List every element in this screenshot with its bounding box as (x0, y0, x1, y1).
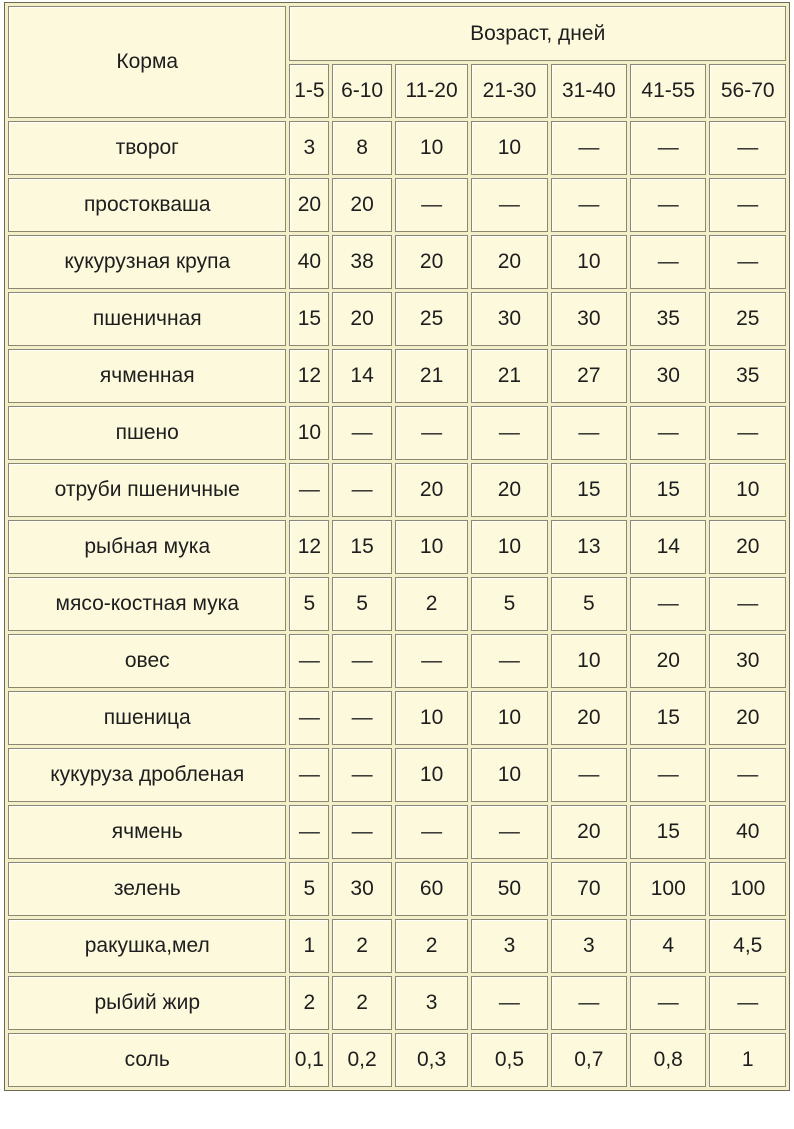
amount-cell: — (709, 976, 786, 1030)
amount-cell: — (289, 805, 329, 859)
table-row (8, 178, 786, 232)
feed-name-cell: рыбная мука (8, 520, 286, 574)
amount-cell: — (289, 748, 329, 802)
amount-cell: — (709, 121, 786, 175)
amount-cell: 100 (709, 862, 786, 916)
amount-cell: 10 (395, 691, 468, 745)
table-row (8, 1033, 786, 1087)
age-range-header: 1-5 (289, 64, 329, 118)
amount-cell: — (630, 406, 706, 460)
table-row (8, 805, 786, 859)
amount-cell: 30 (709, 634, 786, 688)
feed-name-cell: отруби пшеничные (8, 463, 286, 517)
amount-cell: 5 (551, 577, 627, 631)
amount-cell: — (709, 577, 786, 631)
amount-cell: 10 (471, 520, 547, 574)
amount-cell: 2 (332, 976, 392, 1030)
amount-cell: 10 (471, 691, 547, 745)
amount-cell: — (551, 121, 627, 175)
age-group-header: Возраст, дней (289, 6, 786, 61)
table-row (8, 121, 786, 175)
age-range-header: 6-10 (332, 64, 392, 118)
amount-cell: 3 (289, 121, 329, 175)
amount-cell: 10 (395, 520, 468, 574)
amount-cell: 10 (395, 748, 468, 802)
amount-cell: 2 (395, 919, 468, 973)
age-range-header: 31-40 (551, 64, 627, 118)
amount-cell: 5 (289, 862, 329, 916)
amount-cell: 20 (551, 805, 627, 859)
feed-name-cell: кукурузная крупа (8, 235, 286, 289)
amount-cell: 27 (551, 349, 627, 403)
amount-cell: 10 (551, 634, 627, 688)
feed-name-cell: зелень (8, 862, 286, 916)
amount-cell: 1 (289, 919, 329, 973)
amount-cell: 35 (709, 349, 786, 403)
age-range-header: 56-70 (709, 64, 786, 118)
amount-cell: 4,5 (709, 919, 786, 973)
amount-cell: 20 (630, 634, 706, 688)
amount-cell: 60 (395, 862, 468, 916)
feed-name-cell: пшеничная (8, 292, 286, 346)
amount-cell: 15 (551, 463, 627, 517)
table-row (8, 919, 786, 973)
amount-cell: — (332, 748, 392, 802)
amount-cell: 40 (289, 235, 329, 289)
table-row (8, 577, 786, 631)
amount-cell: 12 (289, 520, 329, 574)
amount-cell: 5 (471, 577, 547, 631)
amount-cell: 0,3 (395, 1033, 468, 1087)
table-row (8, 292, 786, 346)
feed-column-header: Корма (8, 6, 286, 118)
amount-cell: — (332, 805, 392, 859)
age-range-header: 21-30 (471, 64, 547, 118)
amount-cell: — (709, 748, 786, 802)
amount-cell: — (289, 463, 329, 517)
amount-cell: 3 (395, 976, 468, 1030)
table-row (8, 634, 786, 688)
amount-cell: 2 (289, 976, 329, 1030)
amount-cell: — (551, 976, 627, 1030)
amount-cell: 0,1 (289, 1033, 329, 1087)
amount-cell: — (395, 634, 468, 688)
amount-cell: — (332, 634, 392, 688)
amount-cell: 10 (395, 121, 468, 175)
amount-cell: 15 (630, 805, 706, 859)
amount-cell: — (551, 406, 627, 460)
amount-cell: 15 (630, 691, 706, 745)
feed-name-cell: ячменная (8, 349, 286, 403)
amount-cell: 20 (709, 691, 786, 745)
amount-cell: 10 (289, 406, 329, 460)
amount-cell: — (630, 748, 706, 802)
amount-cell: 20 (551, 691, 627, 745)
amount-cell: 21 (471, 349, 547, 403)
amount-cell: — (395, 178, 468, 232)
amount-cell: 20 (332, 292, 392, 346)
amount-cell: — (709, 406, 786, 460)
amount-cell: 20 (471, 235, 547, 289)
amount-cell: 14 (332, 349, 392, 403)
amount-cell: 38 (332, 235, 392, 289)
amount-cell: 2 (332, 919, 392, 973)
feed-name-cell: ракушка,мел (8, 919, 286, 973)
amount-cell: 13 (551, 520, 627, 574)
amount-cell: 20 (395, 463, 468, 517)
amount-cell: 3 (471, 919, 547, 973)
amount-cell: — (289, 634, 329, 688)
amount-cell: — (471, 178, 547, 232)
amount-cell: — (630, 976, 706, 1030)
amount-cell: — (471, 976, 547, 1030)
table-row (8, 976, 786, 1030)
feeding-table-container (4, 2, 790, 1091)
amount-cell: 15 (630, 463, 706, 517)
amount-cell: 10 (471, 121, 547, 175)
amount-cell: 25 (395, 292, 468, 346)
amount-cell: 50 (471, 862, 547, 916)
amount-cell: 30 (332, 862, 392, 916)
amount-cell: 30 (551, 292, 627, 346)
amount-cell: 0,8 (630, 1033, 706, 1087)
amount-cell: 12 (289, 349, 329, 403)
feed-name-cell: рыбий жир (8, 976, 286, 1030)
amount-cell: 0,7 (551, 1033, 627, 1087)
amount-cell: 4 (630, 919, 706, 973)
amount-cell: — (332, 406, 392, 460)
table-row (8, 520, 786, 574)
amount-cell: 70 (551, 862, 627, 916)
table-row (8, 349, 786, 403)
amount-cell: 25 (709, 292, 786, 346)
amount-cell: 2 (395, 577, 468, 631)
amount-cell: — (289, 691, 329, 745)
amount-cell: 14 (630, 520, 706, 574)
amount-cell: — (630, 235, 706, 289)
feed-name-cell: пшено (8, 406, 286, 460)
feeding-table (4, 2, 790, 1091)
amount-cell: 10 (551, 235, 627, 289)
amount-cell: — (630, 178, 706, 232)
feed-name-cell: кукуруза дробленая (8, 748, 286, 802)
amount-cell: 100 (630, 862, 706, 916)
amount-cell: 30 (630, 349, 706, 403)
amount-cell: — (332, 691, 392, 745)
amount-cell: 10 (471, 748, 547, 802)
amount-cell: 20 (395, 235, 468, 289)
amount-cell: 0,5 (471, 1033, 547, 1087)
amount-cell: 8 (332, 121, 392, 175)
amount-cell: 5 (289, 577, 329, 631)
amount-cell: 20 (332, 178, 392, 232)
amount-cell: 15 (332, 520, 392, 574)
amount-cell: 5 (332, 577, 392, 631)
amount-cell: 21 (395, 349, 468, 403)
amount-cell: 0,2 (332, 1033, 392, 1087)
age-range-header: 11-20 (395, 64, 468, 118)
table-row (8, 235, 786, 289)
feed-name-cell: творог (8, 121, 286, 175)
amount-cell: — (395, 406, 468, 460)
amount-cell: 15 (289, 292, 329, 346)
amount-cell: 20 (471, 463, 547, 517)
amount-cell: 30 (471, 292, 547, 346)
amount-cell: — (630, 121, 706, 175)
amount-cell: 20 (709, 520, 786, 574)
table-row (8, 691, 786, 745)
amount-cell: — (471, 634, 547, 688)
table-body (8, 121, 786, 1087)
feed-name-cell: простокваша (8, 178, 286, 232)
amount-cell: 40 (709, 805, 786, 859)
feed-name-cell: ячмень (8, 805, 286, 859)
feed-name-cell: пшеница (8, 691, 286, 745)
amount-cell: 1 (709, 1033, 786, 1087)
amount-cell: — (709, 178, 786, 232)
feed-name-cell: мясо-костная мука (8, 577, 286, 631)
amount-cell: — (709, 235, 786, 289)
amount-cell: 35 (630, 292, 706, 346)
feed-name-cell: овес (8, 634, 286, 688)
feed-name-cell: соль (8, 1033, 286, 1087)
amount-cell: — (332, 463, 392, 517)
amount-cell: — (471, 406, 547, 460)
amount-cell: 3 (551, 919, 627, 973)
age-range-header: 41-55 (630, 64, 706, 118)
table-row (8, 862, 786, 916)
amount-cell: — (630, 577, 706, 631)
header-row-top (8, 6, 786, 61)
amount-cell: 10 (709, 463, 786, 517)
table-row (8, 748, 786, 802)
table-row (8, 463, 786, 517)
amount-cell: — (395, 805, 468, 859)
table-row (8, 406, 786, 460)
amount-cell: — (551, 748, 627, 802)
amount-cell: — (471, 805, 547, 859)
amount-cell: — (551, 178, 627, 232)
amount-cell: 20 (289, 178, 329, 232)
